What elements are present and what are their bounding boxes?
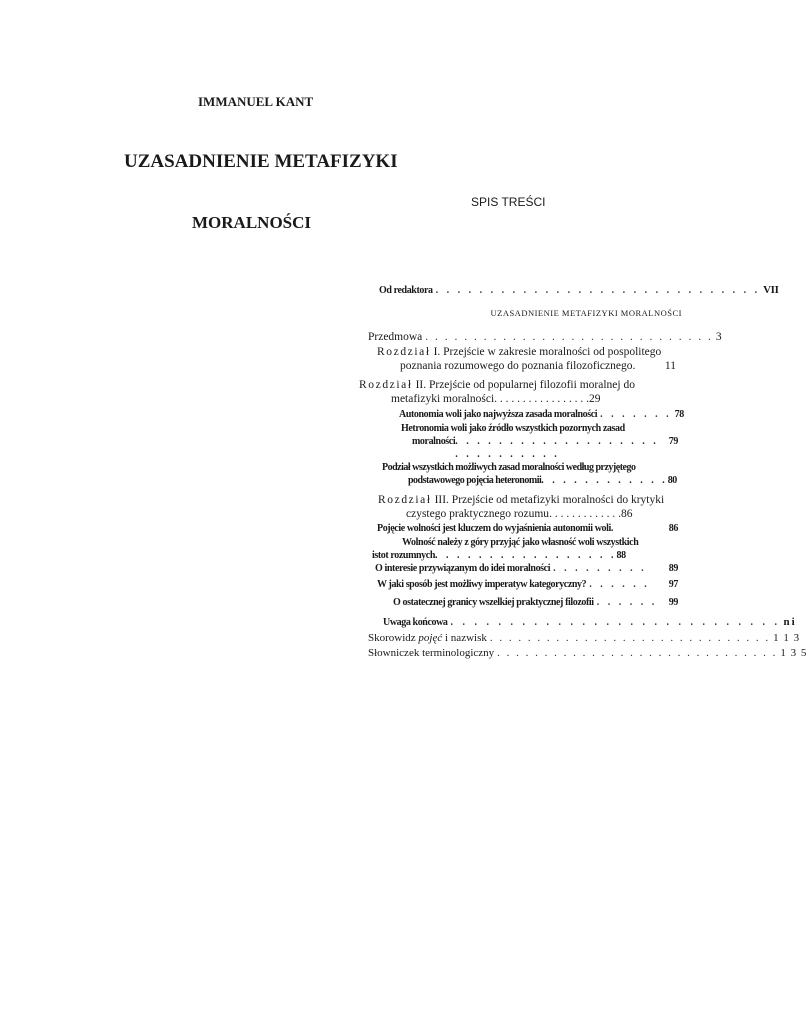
dot-leader: . . . . . . . . . . . . . . . . . . . . . . . . . . . . . . bbox=[425, 331, 713, 343]
dot-leader: . . . . . . bbox=[589, 579, 650, 590]
toc-entry-page: 3 bbox=[715, 331, 722, 343]
toc-entry-page: 1 1 3 bbox=[773, 632, 801, 644]
toc-entry-page: 79 bbox=[668, 436, 678, 447]
toc-entry-przedmowa bbox=[368, 330, 722, 344]
toc-entry-pojecie bbox=[377, 522, 682, 536]
toc-entry-label: Przedmowa bbox=[368, 331, 423, 343]
toc-entry-page: 1 3 5 bbox=[780, 647, 807, 659]
toc-entry-interes bbox=[375, 562, 682, 576]
toc-entry-rozdzial-1 bbox=[377, 345, 682, 373]
toc-entry-page: 97 bbox=[668, 579, 678, 590]
toc-entry-label: Pojęcie wolności jest kluczem do wyjaśnienia autonomii woli. bbox=[377, 523, 613, 534]
toc-entry-page: 78 bbox=[674, 409, 684, 420]
toc-entry-uwaga bbox=[383, 615, 795, 630]
toc-entry-label: Skorowidz bbox=[368, 632, 419, 644]
toc-entry-page: VII bbox=[763, 284, 779, 296]
author-name: IMMANUEL KANT bbox=[198, 94, 314, 109]
toc-entry-imperatyw bbox=[377, 578, 682, 592]
toc-entry-page: 11 bbox=[664, 360, 676, 372]
toc-entry-label: O ostatecznej granicy wszelkiej praktycznej filozofii bbox=[393, 597, 594, 608]
dot-leader: . . . . . . . . . . . . . . . . . bbox=[434, 550, 617, 561]
dot-leader: . . . . . . . . . . . . . . . . . . . . . . . . . . . . . . bbox=[497, 647, 778, 659]
toc-entry-label: W jaki sposób jest możliwy imperatyw kategoryczny? bbox=[377, 579, 587, 590]
dot-leader: . . . . . . . bbox=[600, 409, 672, 420]
book-title-line-1: UZASADNIENIE METAFIZYKI bbox=[124, 151, 398, 172]
toc-entry-wolnosc bbox=[372, 536, 682, 562]
toc-entry-label-cont: moralności bbox=[412, 436, 456, 447]
dot-leader: . . . . . . . . . bbox=[553, 563, 647, 574]
toc-entry-page: n i bbox=[783, 616, 795, 628]
toc-entry-page: 29 bbox=[589, 393, 601, 405]
toc-entry-page: 89 bbox=[668, 563, 678, 574]
toc-entry-skorowidz bbox=[368, 631, 801, 645]
toc-entry-label-cont: czystego praktycznego rozumu bbox=[406, 508, 550, 520]
toc-entry-rozdzial-2 bbox=[359, 378, 682, 406]
chapter-prefix: Rozdział bbox=[377, 346, 431, 358]
dot-leader: . . . . . . . . . . . . bbox=[541, 475, 668, 486]
toc-entry-label: Uwaga końcowa bbox=[383, 617, 448, 628]
table-of-contents bbox=[352, 283, 807, 660]
toc-entry-label-italic: pojęć bbox=[418, 632, 443, 644]
toc-entry-label: Autonomia woli jako najwyższa zasada moralności bbox=[399, 409, 598, 420]
dot-leader: . . . . . . . . . . . . . . . . . bbox=[494, 393, 590, 405]
toc-entry-od-redaktora bbox=[379, 283, 779, 298]
chapter-prefix: Rozdział bbox=[378, 494, 432, 506]
dot-leader: . . . . . . . . . . . . . . . . . . . . . . . . . . . . . . bbox=[489, 632, 771, 644]
dot-leader: . . . . . . . . . . . . . . . . . . . . . . . . . . . . . . bbox=[435, 285, 761, 296]
toc-entry-granica bbox=[393, 596, 682, 610]
toc-entry-label: Wolność należy z góry przyjąć jako własność woli wszystkich bbox=[402, 537, 639, 548]
toc-heading: SPIS TREŚCI bbox=[471, 195, 546, 209]
toc-entry-heteronomia bbox=[399, 422, 682, 461]
toc-entry-label: Podział wszystkich możliwych zasad moralności według przyjętego bbox=[382, 462, 636, 473]
book-title-line-2: MORALNOŚCI bbox=[192, 213, 312, 232]
toc-entry-label: i nazwisk bbox=[442, 632, 487, 644]
toc-entry-page: 86 bbox=[668, 523, 678, 534]
toc-entry-page: 86 bbox=[620, 508, 633, 520]
toc-entry-label: O interesie przywiązanym do idei moralności bbox=[375, 563, 551, 574]
dot-leader: . . . . . . . . . . . . . bbox=[549, 508, 621, 520]
toc-entry-label: I. Przejście w zakresie moralności od pospolitego bbox=[433, 346, 662, 358]
toc-entry-rozdzial-3 bbox=[378, 493, 682, 521]
toc-entry-label: Od redaktora bbox=[379, 285, 433, 296]
toc-entry-label-cont: istot rozumnych bbox=[372, 550, 435, 561]
toc-entry-label: Słowniczek terminologiczny bbox=[368, 647, 495, 659]
section-heading: UZASADNIENIE METAFIZYKI MORALNOŚCI bbox=[490, 308, 682, 318]
dot-leader: . . . . . . bbox=[596, 597, 658, 608]
toc-entry-label: II. Przejście od popularnej filozofii moralnej do bbox=[415, 379, 635, 391]
toc-entry-label-cont: poznania rozumowego do poznania filozoficznego. bbox=[400, 360, 636, 372]
dot-leader: . . . . . . . . . . . . . . . . . . . . . . . . . . . . bbox=[450, 617, 781, 628]
toc-entry-podzial bbox=[382, 461, 682, 487]
toc-entry-page: 88 bbox=[616, 550, 626, 561]
dot-leader: . . . . . . . . . . . . . . . . . . . . . . . . . . . . . bbox=[455, 436, 659, 460]
toc-entry-page: 80 bbox=[667, 475, 677, 486]
toc-entry-label: Hetronomia woli jako źródło wszystkich pozornych zasad bbox=[401, 423, 625, 434]
toc-entry-page: 99 bbox=[668, 597, 678, 608]
chapter-prefix: Rozdział bbox=[359, 379, 413, 391]
toc-entry-slowniczek bbox=[368, 646, 807, 660]
toc-entry-autonomia bbox=[399, 408, 682, 422]
toc-entry-label-cont: podstawowego pojęcia heteronomii bbox=[408, 475, 542, 486]
toc-entry-label: III. Przejście od metafizyki moralności do krytyki bbox=[434, 494, 665, 506]
toc-entry-label-cont: metafizyki moralności bbox=[391, 393, 495, 405]
